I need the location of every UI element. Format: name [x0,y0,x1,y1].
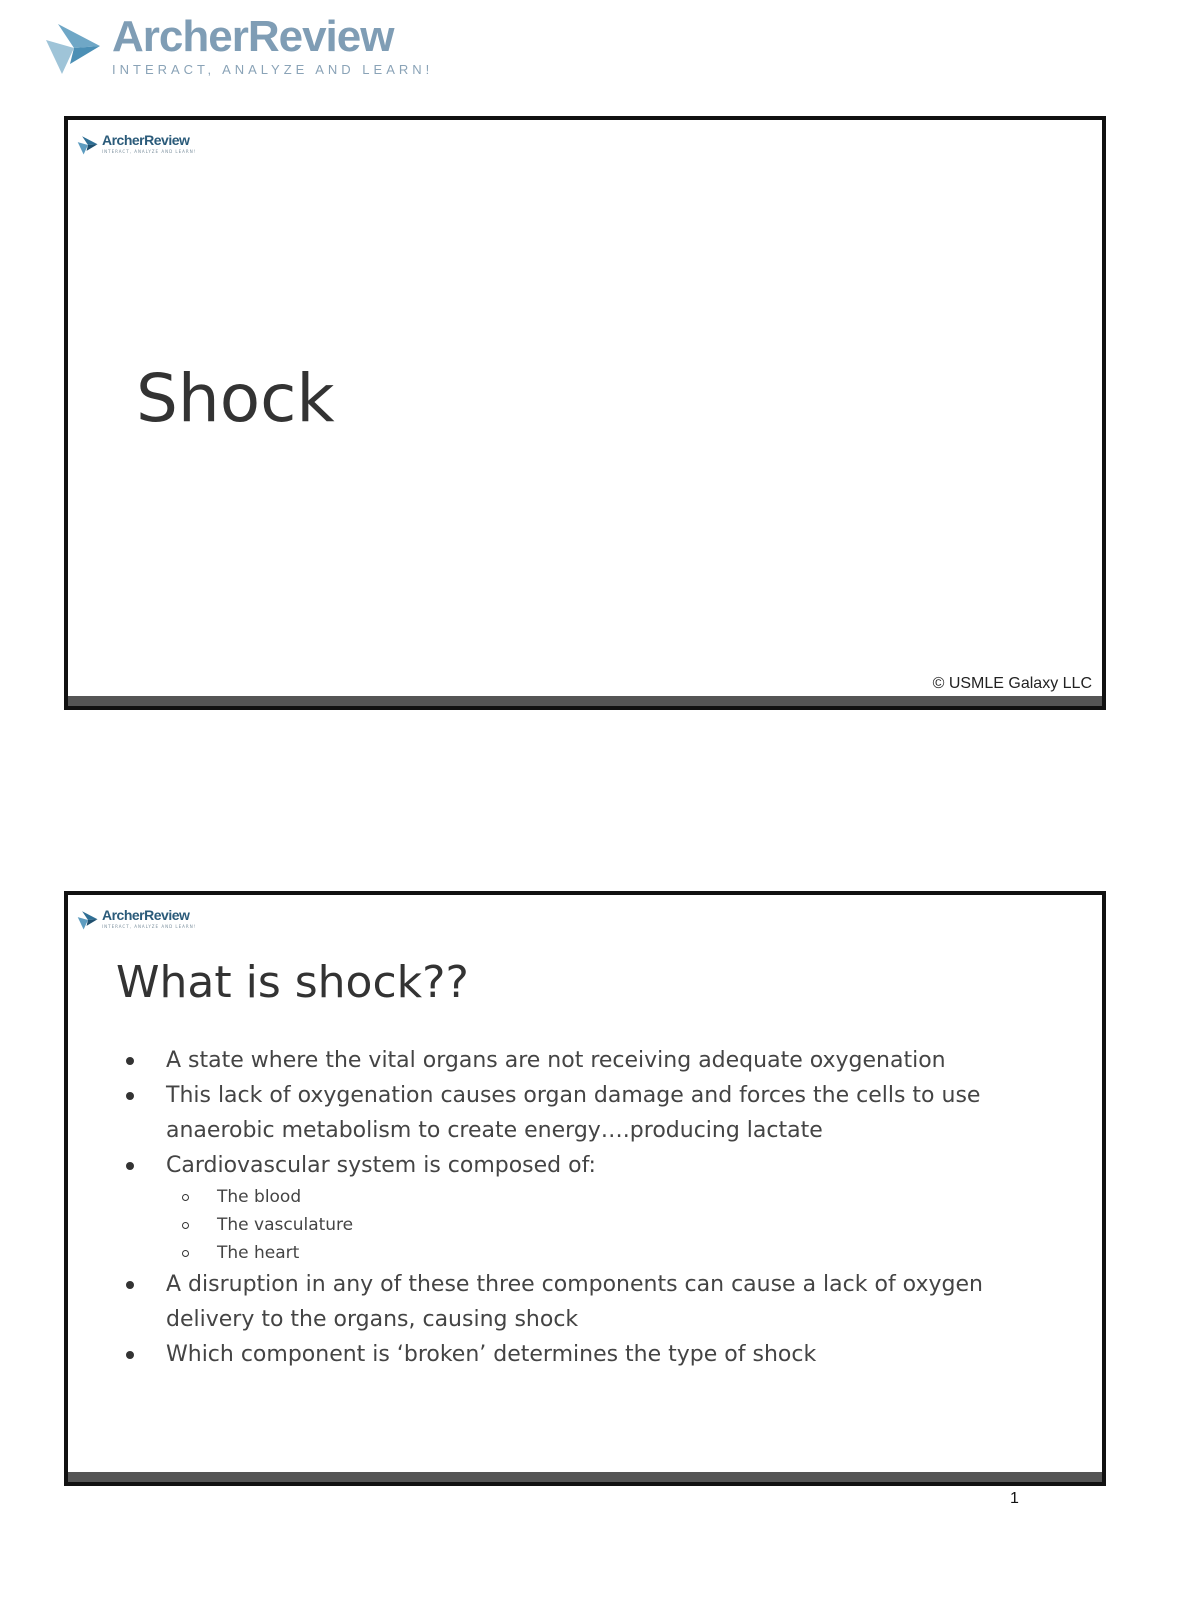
bullet-item: A state where the vital organs are not receiving adequate oxygenation [116,1043,1056,1078]
copyright-notice: © USMLE Galaxy LLC [932,675,1092,692]
logo-wordmark: ArcherReview [112,12,394,61]
slide-logo-tagline: INTERACT, ANALYZE AND LEARN! [102,924,197,929]
arrow-bird-icon [44,18,104,78]
arrow-bird-icon [76,134,100,156]
page-number: 1 [1010,1490,1019,1507]
slide-footer-bar [68,1472,1102,1482]
sub-bullet-item: The vasculature [116,1211,1056,1239]
slide-logo [76,907,206,935]
slide-logo-wordmark: ArcherReview [102,907,190,923]
slide-title-text: Shock [136,360,335,437]
slide-logo [76,132,206,160]
bullet-item: Cardiovascular system is composed of: [116,1148,1056,1183]
slide-heading: What is shock?? [116,957,469,1008]
header-logo [44,12,434,82]
bullet-list [116,1043,1056,1372]
bullet-item: Which component is ‘broken’ determines the type of shock [116,1337,1056,1372]
sub-bullet-item: The heart [116,1239,1056,1267]
slide-footer-bar [68,696,1102,706]
slide-logo-tagline: INTERACT, ANALYZE AND LEARN! [102,149,197,154]
sub-bullet-item: The blood [116,1183,1056,1211]
slide-what-is-shock [64,891,1106,1486]
logo-tagline: INTERACT, ANALYZE AND LEARN! [112,62,434,77]
slide-title [64,116,1106,710]
bullet-item: This lack of oxygenation causes organ damage and forces the cells to use anaerobic metabolism to create energy….producing lactate [116,1078,1056,1148]
arrow-bird-icon [76,909,100,931]
slide-logo-wordmark: ArcherReview [102,132,190,148]
bullet-item: A disruption in any of these three components can cause a lack of oxygen delivery to the organs, causing shock [116,1267,1056,1337]
